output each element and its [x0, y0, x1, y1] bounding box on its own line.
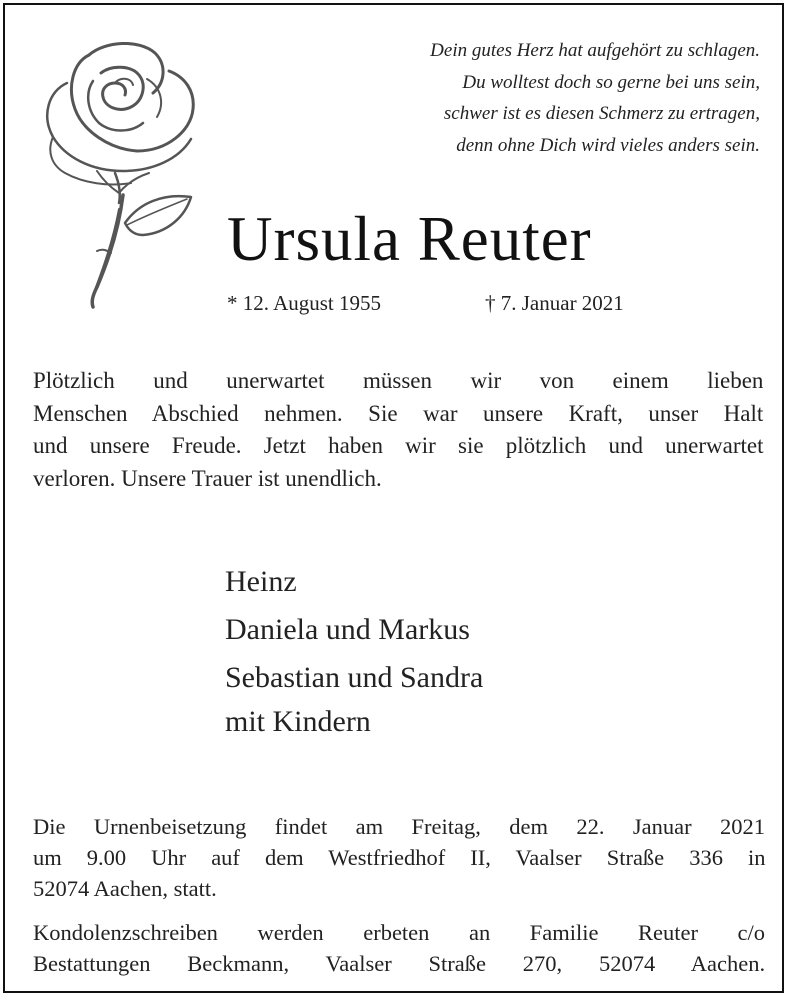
mourners-list	[225, 558, 483, 742]
poem-line: denn ohne Dich wird vieles anders sein.	[456, 134, 760, 156]
message-line: verloren. Unsere Trauer ist unendlich.	[33, 465, 382, 491]
poem-line: Dein gutes Herz hat aufgehört zu schlagen.	[430, 40, 760, 61]
message-line: Menschen Abschied nehmen. Sie war unsere Kraft, unser Halt	[33, 400, 764, 426]
mourner: mit Kindern	[225, 705, 371, 738]
birth-date: * 12. August 1955	[227, 291, 382, 315]
obituary-notice	[3, 3, 784, 993]
death-date: † 7. Januar 2021	[485, 291, 624, 315]
funeral-info	[33, 811, 765, 904]
condolence-line: Bestattungen Beckmann, Vaalser Straße 270, 52074 Aachen.	[33, 951, 766, 976]
condolence-line: Kondolenzschreiben werden erbeten an Familie Reuter c/o	[33, 920, 765, 945]
poem	[430, 35, 760, 161]
funeral-line: Die Urnenbeisetzung findet am Freitag, dem 22. Januar 2021	[33, 814, 765, 839]
rose-icon	[27, 27, 207, 312]
funeral-line: 52074 Aachen, statt.	[33, 876, 217, 901]
poem-line: Du wolltest doch so gerne bei uns sein,	[462, 71, 760, 93]
mourner: Daniela und Markus	[225, 613, 470, 646]
mourner: Sebastian und Sandra	[225, 661, 484, 694]
condolence-info	[33, 917, 765, 979]
mourner: Heinz	[225, 565, 297, 598]
deceased-name: Ursula Reuter	[227, 204, 592, 274]
funeral-line: um 9.00 Uhr auf dem Westfriedhof II, Vaalser Straße 336 in	[33, 845, 766, 870]
life-dates	[227, 291, 624, 316]
message-line: Plötzlich und unerwartet müssen wir von einem lieben	[33, 368, 764, 393]
message-line: und unsere Freude. Jetzt haben wir sie plötzlich und unerwartet	[33, 433, 764, 458]
poem-line: schwer ist es diesen Schmerz zu ertragen,	[443, 103, 760, 124]
farewell-message	[33, 365, 763, 495]
